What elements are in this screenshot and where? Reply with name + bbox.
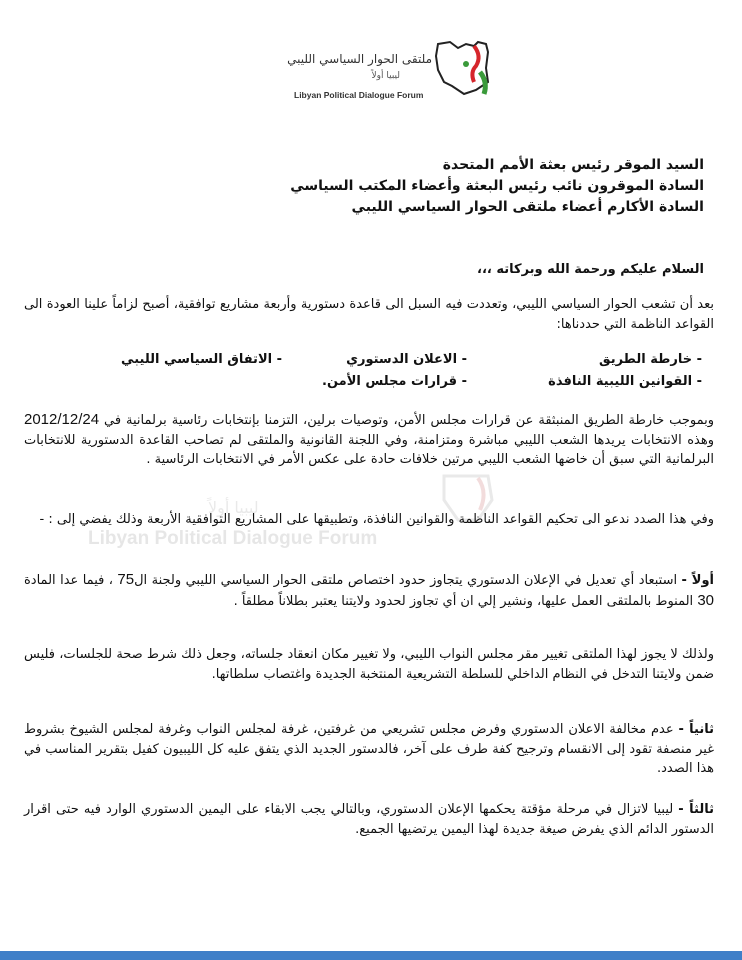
parliament-paragraph: ولذلك لا يجوز لهذا الملتقى تغيير مقر مجلس النواب الليبي، ولا تغيير مكان انعقاد جلساته، وجعل ذلك شرط صحة للجلسات، فليس ضمن ولايتنا التدخل في النظام الداخلي للسلطة التشريعية المنتخبة الجديدة واغتصاب سلطاتها. (24, 647, 714, 682)
second-point-text: عدم مخالفة الاعلان الدستوري وفرض مجلس تشريعي من غرفتين، غرفة لمجلس النواب وغرفة لمجلس الشيوخ بشروط غير منصفة تقود إلى الانقسام وترجيح كفة طرف على آخر، فالدستور الجديد الذي يتفق عليه كل الليبيون كفيل بتقرير المناسب في هذا الصدد. (24, 722, 714, 776)
third-point-label: ثالثاً - (678, 802, 714, 817)
roadmap-paragraph (24, 410, 714, 470)
reference-item: - الاتفاق السياسي الليبي (121, 352, 282, 367)
watermark-english: Libyan Political Dialogue Forum (88, 528, 378, 549)
addressee-list (44, 155, 704, 218)
addressee-line: السادة الموقرون نائب رئيس البعثة وأعضاء المكتب السياسي (290, 178, 704, 194)
second-point-paragraph (24, 720, 714, 779)
libya-map-logo-icon (430, 38, 500, 104)
addressee-line: السيد الموقر رئيس بعثة الأمم المتحدة (442, 157, 704, 173)
logo-arabic-title: ملتقى الحوار السياسي الليبي (287, 52, 432, 66)
letterhead (280, 38, 520, 108)
addressee-line: السادة الأكارم أعضاء ملتقى الحوار السياسي الليبي (351, 199, 704, 215)
call-paragraph: وفي هذا الصدد ندعو الى تحكيم القواعد الناظمة والقوانين النافذة، وتطبيقها على المشاريع التوافقية الأربعة وذلك يفضي إلى : - (39, 512, 714, 527)
second-point-label: ثانياً - (678, 722, 714, 737)
roadmap-text-end: وهذه الانتخابات يريدها الشعب الليبي مباشرة ومتزامنة، وفي اللجنة القانونية والملتقى لم تصاحب القاعدة الدستورية للانتخابات البرلمانية التي سبق أن خاضها الشعب الليبي مرتين خلافات حادة على عكس الأمر في الانتخابات الرئاسية . (24, 432, 714, 467)
watermark-arabic: ليبيا أولاً (208, 498, 259, 517)
greeting: السلام عليكم ورحمة الله وبركاته ،،، (477, 262, 704, 277)
first-point-text-mid: ، فيما عدا المادة (24, 573, 113, 588)
reference-item: - قرارات مجلس الأمن. (322, 374, 467, 389)
roadmap-text-start: وبموجب خارطة الطريق المنبثقة عن قرارات مجلس الأمن، وتوصيات برلين، التزمنا بإنتخابات رئاسية برلمانية في (104, 413, 714, 428)
committee-number: 75 (117, 571, 135, 588)
election-date: 2012/12/24 (24, 411, 100, 428)
reference-item: - خارطة الطريق (599, 352, 702, 367)
logo-english-title: Libyan Political Dialogue Forum (294, 90, 424, 100)
first-point-text-end: المنوط بالملتقى العمل عليها، ونشير إلي ان أي تجاوز لحدود ولايتنا يعتبر بطلاناً مطلقاً . (233, 593, 694, 609)
page-bottom-bar (0, 951, 742, 960)
logo-slogan: ليبيا أولاً (371, 71, 400, 81)
reference-item: - الاعلان الدستوري (346, 352, 467, 367)
reference-item: - القوانين الليبية النافذة (548, 374, 702, 389)
first-point-paragraph (24, 570, 714, 611)
third-point-text: ليبيا لاتزال في مرحلة مؤقتة يحكمها الإعلان الدستوري، وبالتالي يجب الابقاء على اليمين الدستوري الوارد فيه حتى اقرار الدستور الدائم الذي يفرض صيغة جديدة لهذا اليمين يرتضيها الجميع. (24, 802, 714, 837)
intro-paragraph: بعد أن تشعب الحوار السياسي الليبي، وتعددت فيه السبل الى قاعدة دستورية وأربعة مشاريع توافقية، أصبح لزاماً علينا العودة الى القواعد الناظمة التي حددناها: (24, 297, 714, 332)
references-list (52, 352, 702, 396)
first-point-label: أولاً - (681, 573, 714, 588)
article-number: 30 (697, 591, 714, 609)
first-point-text: استبعاد أي تعديل في الإعلان الدستوري يتجاوز حدود اختصاص ملتقى الحوار السياسي الليبي ولجنة ال (134, 573, 678, 588)
third-point-paragraph (24, 800, 714, 839)
